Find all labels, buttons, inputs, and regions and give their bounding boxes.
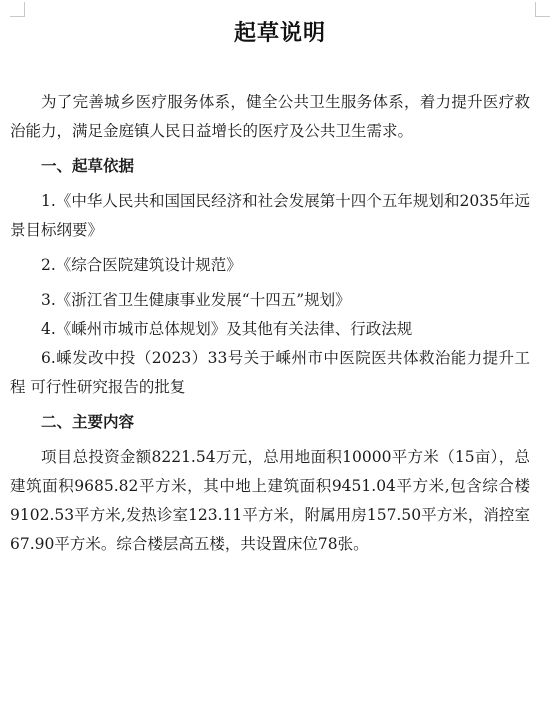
corner-mark-top-right	[535, 2, 550, 17]
section-heading-content: 二、主要内容	[41, 413, 135, 431]
basis-item: 6.嵊发改中投（2023）33号关于嵊州市中医院医共体救治能力提升工程 可行性研究报告的批复	[10, 349, 530, 396]
basis-item: 4.《嵊州市城市总体规划》及其他有关法律、行政法规	[41, 320, 413, 338]
page-title: 起草说明	[233, 21, 326, 46]
content-paragraph: 项目总投资金额8221.54万元，总用地面积10000平方米（15亩），总建筑面积9685.82平方米，其中地上建筑面积9451.04平方米,包含综合楼9102.53平方米,发热诊室123.11平方米，附属用房157.50平方米，消控室67.90平方米。综合楼层高五楼，共设置床位78张。	[10, 448, 530, 553]
corner-mark-top-left	[10, 2, 25, 17]
basis-item: 3.《浙江省卫生健康事业发展“十四五”规划》	[41, 291, 351, 309]
intro-paragraph: 为了完善城乡医疗服务体系，健全公共卫生服务体系，着力提升医疗救治能力，满足金庭镇人民日益增长的医疗及公共卫生需求。	[10, 93, 530, 140]
basis-item: 1.《中华人民共和国国民经济和社会发展第十四个五年规划和2035年远景目标纲要》	[10, 192, 530, 239]
document-body	[10, 88, 530, 559]
basis-item: 2.《综合医院建筑设计规范》	[41, 256, 242, 274]
section-heading-basis: 一、起草依据	[41, 157, 135, 175]
